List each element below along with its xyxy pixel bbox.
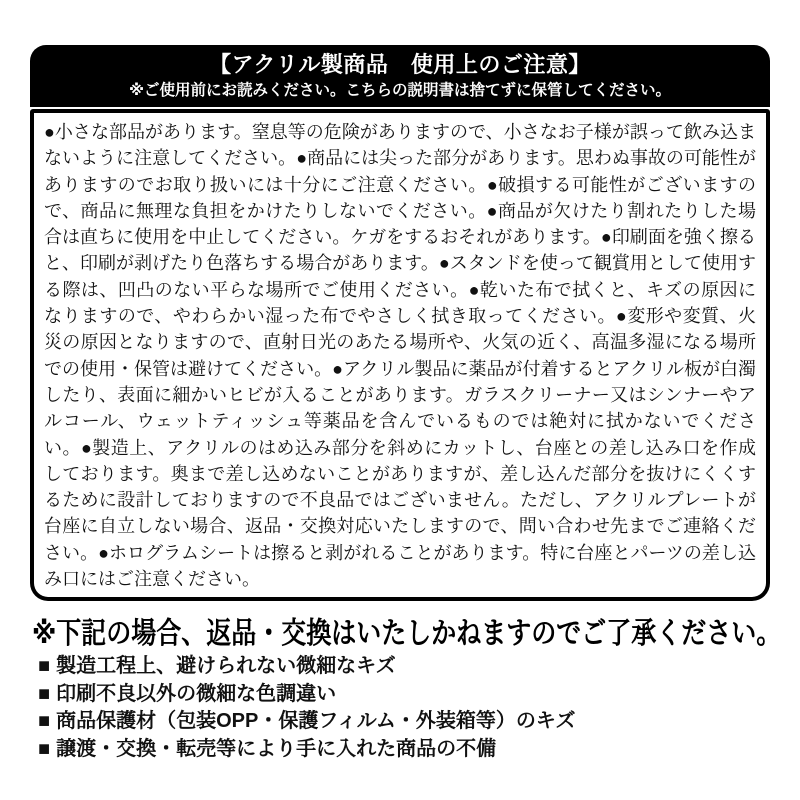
- warnings-text: ●小さな部品があります。窒息等の危険がありますので、小さなお子様が誤って飲み込まないように注意してください。●商品には尖った部分があります。思わぬ事故の可能性がありますのでお取り扱いには十分にご注意ください。●破損する可能性がございますので、商品に無理な負担をかけたりしないでください。●商品が欠けたり割れたりした場合は直ちに使用を中止してください。ケガをするおそれがあります。●印刷面を強く擦ると、印刷が剥げたり色落ちする場合があります。●スタンドを使って観賞用として使用する際は、凹凸のない平らな場所でご使用ください。●乾いた布で拭くと、キズの原因になりますので、やわらかい湿った布でやさしく拭き取ってください。●変形や変質、火災の原因となりますので、直射日光のあたる場所や、火気の近く、高温多湿になる場所での使用・保管は避けてください。●アクリル製品に薬品が付着するとアクリル板が白濁したり、表面に細かいヒビが入ることがあります。ガラスクリーナー又はシンナーやアルコール、ウェットティッシュ等薬品を含んでいるものでは絶対に拭かないでください。●製造上、アクリルのはめ込み部分を斜めにカットし、台座との差し込み口を作成しております。奥まで差し込めないことがありますが、差し込んだ部分を抜けにくくするために設計しておりますので不良品ではございません。ただし、アクリルプレートが台座に自立しない場合、返品・交換対応いたしますので、問い合わせ先までご連絡ください。●ホログラムシートは擦ると剥がれることがあります。特に台座とパーツの差し込み口にはご注意ください。: [44, 122, 756, 590]
- list-item: [38, 736, 576, 764]
- list-item: [38, 653, 576, 681]
- square-bullet-icon: ■: [38, 737, 51, 760]
- list-item: [38, 681, 576, 709]
- returns-heading: ※下記の場合、返品・交換はいたしかねますのでご了承ください。: [32, 617, 782, 651]
- list-item: [38, 708, 576, 736]
- list-item-label: 商品保護材（包装OPP・保護フィルム・外装箱等）のキズ: [56, 710, 576, 733]
- list-item-label: 譲渡・交換・転売等により手に入れた商品の不備: [56, 737, 497, 760]
- returns-list: [38, 653, 576, 763]
- list-item-label: 印刷不良以外の微細な色調違い: [56, 682, 337, 705]
- header-subtitle: ※ご使用前にお読みください。こちらの説明書は捨てずに保管してください。: [128, 82, 672, 99]
- square-bullet-icon: ■: [38, 655, 51, 677]
- header-banner: [30, 45, 770, 107]
- list-item-label: 製造工程上、避けられない微細なキズ: [56, 655, 396, 677]
- warnings-box: [30, 109, 770, 601]
- page-title: 【アクリル製商品 使用上のご注意】: [209, 52, 591, 77]
- square-bullet-icon: ■: [38, 710, 51, 733]
- square-bullet-icon: ■: [38, 682, 51, 705]
